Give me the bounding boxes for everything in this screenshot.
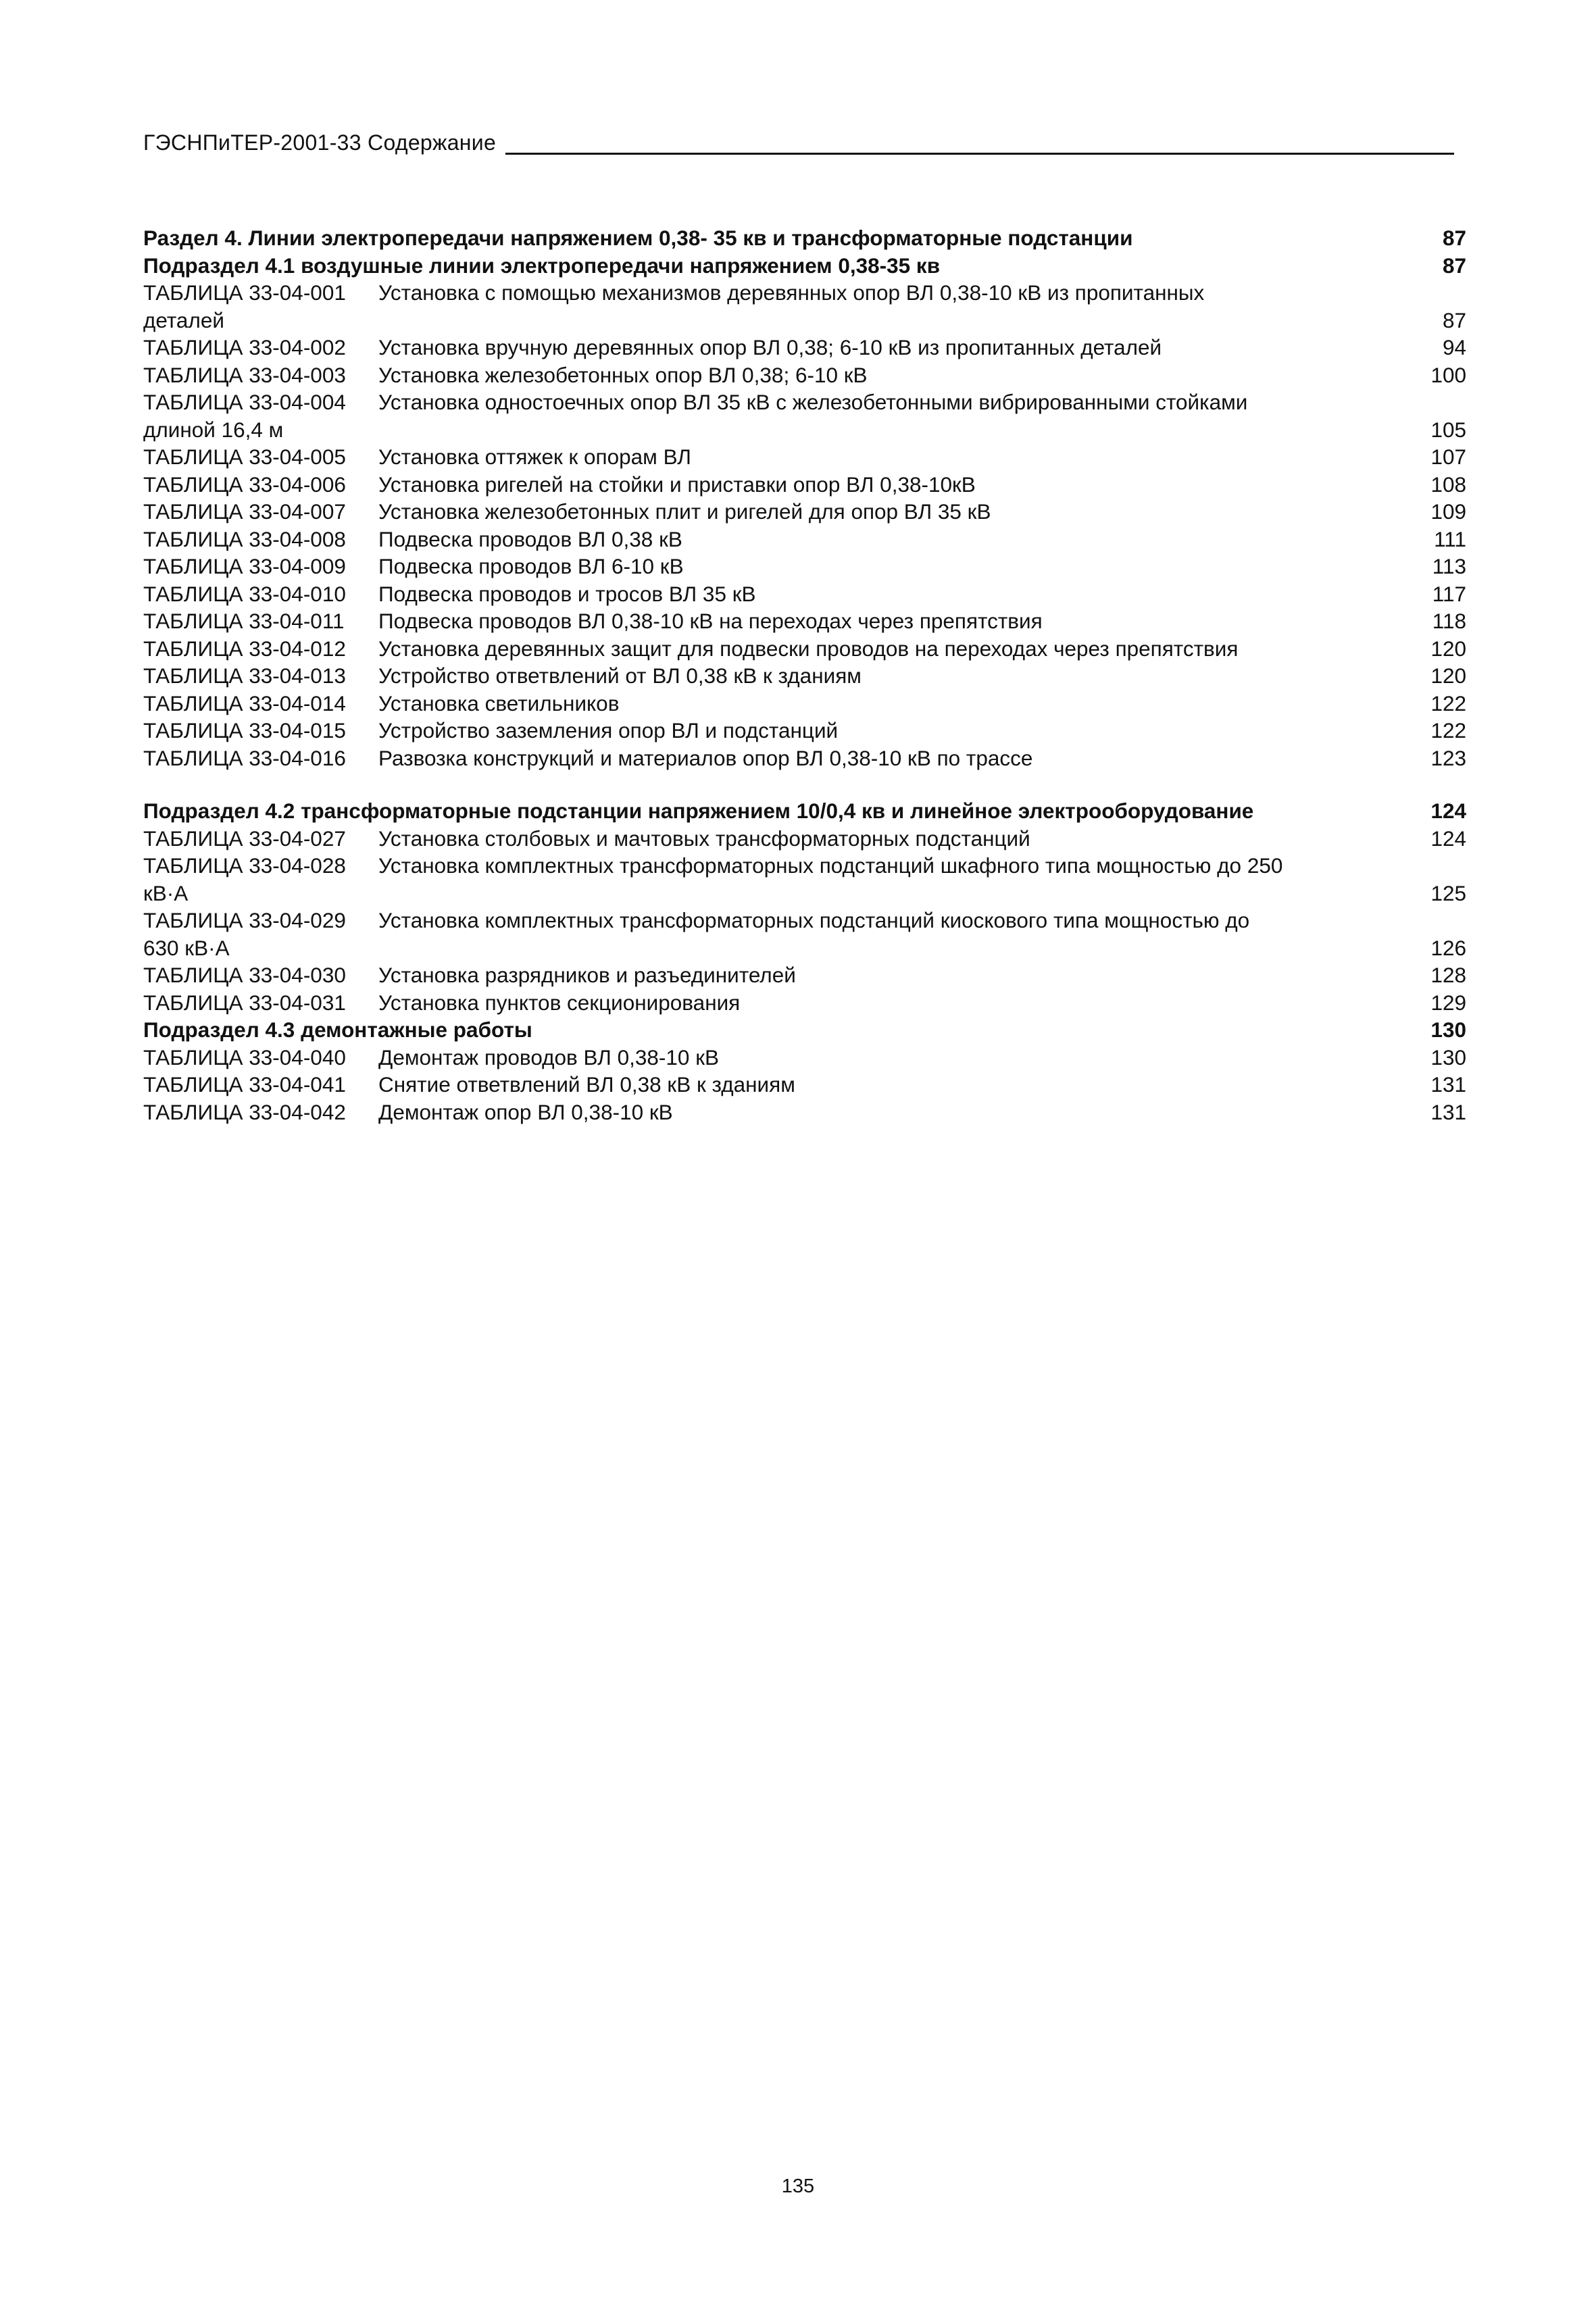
toc-entry-code: ТАБЛИЦА 33-04-001 xyxy=(143,280,346,305)
toc-entry-33-04-002[interactable] xyxy=(143,334,1466,361)
toc-entry-title: Установка столбовых и мачтовых трансформаторных подстанций xyxy=(378,826,1030,851)
toc-entry-code: ТАБЛИЦА 33-04-012 xyxy=(143,636,346,661)
toc-entry-code: ТАБЛИЦА 33-04-010 xyxy=(143,581,346,606)
toc-entry-title: Демонтаж опор ВЛ 0,38-10 кВ xyxy=(378,1099,673,1124)
toc-page-number: 125 xyxy=(1430,880,1466,905)
toc-entry-code: ТАБЛИЦА 33-04-006 xyxy=(143,472,346,497)
toc-entry-title: Снятие ответвлений ВЛ 0,38 кВ к зданиям xyxy=(378,1072,795,1097)
toc-entry-33-04-030[interactable] xyxy=(143,961,1466,989)
toc-entry-code: ТАБЛИЦА 33-04-027 xyxy=(143,826,346,851)
toc-entry-title: Подвеска проводов ВЛ 0,38-10 кВ на переходах через препятствия xyxy=(378,609,1043,633)
toc-page-number: 105 xyxy=(1430,417,1466,442)
toc-entry-33-04-008[interactable] xyxy=(143,526,1466,553)
toc-entry-title-cont: 630 кВ·А xyxy=(143,935,230,960)
toc-page-number: 87 xyxy=(1442,226,1466,250)
toc-subsection-4-2[interactable] xyxy=(143,797,1466,825)
toc-entry-33-04-031[interactable] xyxy=(143,989,1466,1017)
toc-entry-title: Развозка конструкций и материалов опор ВЛ 0,38-10 кВ по трассе xyxy=(378,745,1033,770)
toc-section-title: Раздел 4. Линии электропередачи напряжением 0,38- 35 кв и трансформаторные подстанции xyxy=(143,226,1133,250)
toc-entry-33-04-027[interactable] xyxy=(143,825,1466,853)
toc-entry-code: ТАБЛИЦА 33-04-011 xyxy=(143,609,345,633)
toc-entry-33-04-028[interactable] xyxy=(143,852,1466,880)
toc-entry-33-04-029-cont[interactable] xyxy=(143,934,1466,962)
toc-page-number: 109 xyxy=(1430,499,1466,524)
toc-entry-code: ТАБЛИЦА 33-04-007 xyxy=(143,499,346,524)
toc-page-number: 130 xyxy=(1430,1017,1466,1042)
toc-entry-code: ТАБЛИЦА 33-04-009 xyxy=(143,554,346,578)
toc-entry-title-cont: кВ·А xyxy=(143,880,189,905)
toc-entry-title: Устройство ответвлений от ВЛ 0,38 кВ к зданиям xyxy=(378,663,862,688)
toc-entry-33-04-001-cont[interactable] xyxy=(143,307,1466,334)
toc-page-number: 123 xyxy=(1430,745,1466,770)
toc-entry-33-04-014[interactable] xyxy=(143,690,1466,718)
toc-entry-title: Установка ригелей на стойки и приставки опор ВЛ 0,38-10кВ xyxy=(378,472,976,497)
toc-entry-code: ТАБЛИЦА 33-04-002 xyxy=(143,335,346,359)
toc-entry-title: Демонтаж проводов ВЛ 0,38-10 кВ xyxy=(378,1045,719,1070)
toc-entry-code: ТАБЛИЦА 33-04-042 xyxy=(143,1099,346,1124)
toc-entry-code: ТАБЛИЦА 33-04-008 xyxy=(143,526,346,551)
toc-entry-33-04-042[interactable] xyxy=(143,1099,1466,1126)
toc-page-number: 128 xyxy=(1430,963,1466,987)
toc-entry-code: ТАБЛИЦА 33-04-016 xyxy=(143,745,346,770)
table-of-contents xyxy=(143,224,1466,1126)
toc-subsection-title: Подраздел 4.1 воздушные линии электропередачи напряжением 0,38-35 кв xyxy=(143,253,941,278)
toc-entry-title: Установка комплектных трансформаторных подстанций шкафного типа мощностью до 250 xyxy=(378,853,1283,878)
toc-entry-33-04-029[interactable] xyxy=(143,907,1466,934)
toc-page-number: 129 xyxy=(1430,990,1466,1015)
toc-entry-33-04-010[interactable] xyxy=(143,580,1466,608)
toc-entry-title: Подвеска проводов и тросов ВЛ 35 кВ xyxy=(378,581,756,606)
toc-entry-code: ТАБЛИЦА 33-04-014 xyxy=(143,690,346,715)
toc-entry-33-04-007[interactable] xyxy=(143,498,1466,526)
toc-page-number: 108 xyxy=(1430,472,1466,497)
toc-entry-title-cont: деталей xyxy=(143,307,224,332)
toc-entry-title: Установка разрядников и разъединителей xyxy=(378,963,796,987)
toc-entry-code: ТАБЛИЦА 33-04-031 xyxy=(143,990,346,1015)
toc-page-number: 118 xyxy=(1432,609,1466,633)
toc-entry-code: ТАБЛИЦА 33-04-003 xyxy=(143,362,346,387)
toc-page-number: 124 xyxy=(1430,799,1466,823)
toc-entry-title: Установка оттяжек к опорам ВЛ xyxy=(378,445,691,469)
toc-entry-title: Установка железобетонных плит и ригелей для опор ВЛ 35 кВ xyxy=(378,499,991,524)
page-number: 135 xyxy=(781,2175,815,2197)
toc-page-number: 126 xyxy=(1430,935,1466,960)
toc-page-number: 131 xyxy=(1430,1099,1466,1124)
toc-section-4[interactable] xyxy=(143,224,1466,252)
toc-entry-code: ТАБЛИЦА 33-04-013 xyxy=(143,663,346,688)
toc-page-number: 120 xyxy=(1430,663,1466,688)
toc-page-number: 111 xyxy=(1434,526,1466,551)
toc-entry-code: ТАБЛИЦА 33-04-028 xyxy=(143,853,346,878)
toc-entry-code: ТАБЛИЦА 33-04-040 xyxy=(143,1045,346,1070)
toc-entry-33-04-004-cont[interactable] xyxy=(143,416,1466,444)
toc-entry-title: Установка одностоечных опор ВЛ 35 кВ с железобетонными вибрированными стойками xyxy=(378,390,1248,414)
toc-entry-33-04-005[interactable] xyxy=(143,443,1466,471)
toc-entry-title: Устройство заземления опор ВЛ и подстанций xyxy=(378,718,839,743)
toc-entry-33-04-041[interactable] xyxy=(143,1071,1466,1099)
toc-page-number: 100 xyxy=(1430,362,1466,387)
toc-subsection-4-1[interactable] xyxy=(143,252,1466,280)
toc-entry-title: Установка пунктов секционирования xyxy=(378,990,741,1015)
toc-entry-33-04-028-cont[interactable] xyxy=(143,880,1466,907)
toc-entry-title-cont: длиной 16,4 м xyxy=(143,417,284,442)
toc-entry-code: ТАБЛИЦА 33-04-041 xyxy=(143,1072,346,1097)
toc-page-number: 124 xyxy=(1430,826,1466,851)
section-gap xyxy=(143,772,1466,797)
toc-entry-33-04-011[interactable] xyxy=(143,607,1466,635)
toc-page-number: 130 xyxy=(1430,1045,1466,1070)
toc-entry-33-04-006[interactable] xyxy=(143,471,1466,499)
running-header xyxy=(143,126,1454,155)
toc-entry-33-04-009[interactable] xyxy=(143,553,1466,580)
toc-entry-title: Подвеска проводов ВЛ 6-10 кВ xyxy=(378,554,684,578)
toc-entry-33-04-040[interactable] xyxy=(143,1044,1466,1072)
toc-page-number: 87 xyxy=(1442,253,1466,278)
toc-entry-code: ТАБЛИЦА 33-04-029 xyxy=(143,908,346,932)
toc-entry-33-04-015[interactable] xyxy=(143,717,1466,745)
toc-subsection-title: Подраздел 4.3 демонтажные работы xyxy=(143,1017,532,1042)
toc-page-number: 117 xyxy=(1432,581,1466,606)
toc-entry-33-04-001[interactable] xyxy=(143,279,1466,307)
toc-entry-33-04-012[interactable] xyxy=(143,635,1466,663)
toc-entry-title: Установка деревянных защит для подвески проводов на переходах через препятствия xyxy=(378,636,1239,661)
toc-entry-title: Установка вручную деревянных опор ВЛ 0,38; 6-10 кВ из пропитанных деталей xyxy=(378,335,1162,359)
toc-entry-title: Установка железобетонных опор ВЛ 0,38; 6-10 кВ xyxy=(378,362,868,387)
toc-subsection-title: Подраздел 4.2 трансформаторные подстанции напряжением 10/0,4 кв и линейное электрооборудование xyxy=(143,799,1254,823)
toc-entry-code: ТАБЛИЦА 33-04-005 xyxy=(143,445,346,469)
toc-page-number: 122 xyxy=(1430,690,1466,715)
toc-subsection-4-3[interactable] xyxy=(143,1016,1466,1044)
toc-page-number: 94 xyxy=(1442,335,1466,359)
toc-entry-title: Установка с помощью механизмов деревянных опор ВЛ 0,38-10 кВ из пропитанных xyxy=(378,280,1205,305)
toc-page-number: 131 xyxy=(1430,1072,1466,1097)
toc-entry-code: ТАБЛИЦА 33-04-015 xyxy=(143,718,346,743)
toc-entry-title: Подвеска проводов ВЛ 0,38 кВ xyxy=(378,526,682,551)
toc-entry-33-04-016[interactable] xyxy=(143,745,1466,772)
toc-page-number: 122 xyxy=(1430,718,1466,743)
toc-page-number: 107 xyxy=(1430,445,1466,469)
toc-entry-33-04-003[interactable] xyxy=(143,361,1466,389)
toc-page-number: 120 xyxy=(1430,636,1466,661)
toc-entry-code: ТАБЛИЦА 33-04-004 xyxy=(143,390,346,414)
toc-page-number: 113 xyxy=(1432,554,1466,578)
toc-entry-33-04-004[interactable] xyxy=(143,388,1466,416)
header-title: ГЭСНПиТЕР-2001-33 Содержание xyxy=(143,130,505,155)
toc-entry-title: Установка светильников xyxy=(378,690,620,715)
toc-entry-title: Установка комплектных трансформаторных подстанций киоскового типа мощностью до xyxy=(378,908,1250,932)
toc-entry-code: ТАБЛИЦА 33-04-030 xyxy=(143,963,346,987)
toc-page-number: 87 xyxy=(1442,307,1466,332)
toc-entry-33-04-013[interactable] xyxy=(143,662,1466,690)
